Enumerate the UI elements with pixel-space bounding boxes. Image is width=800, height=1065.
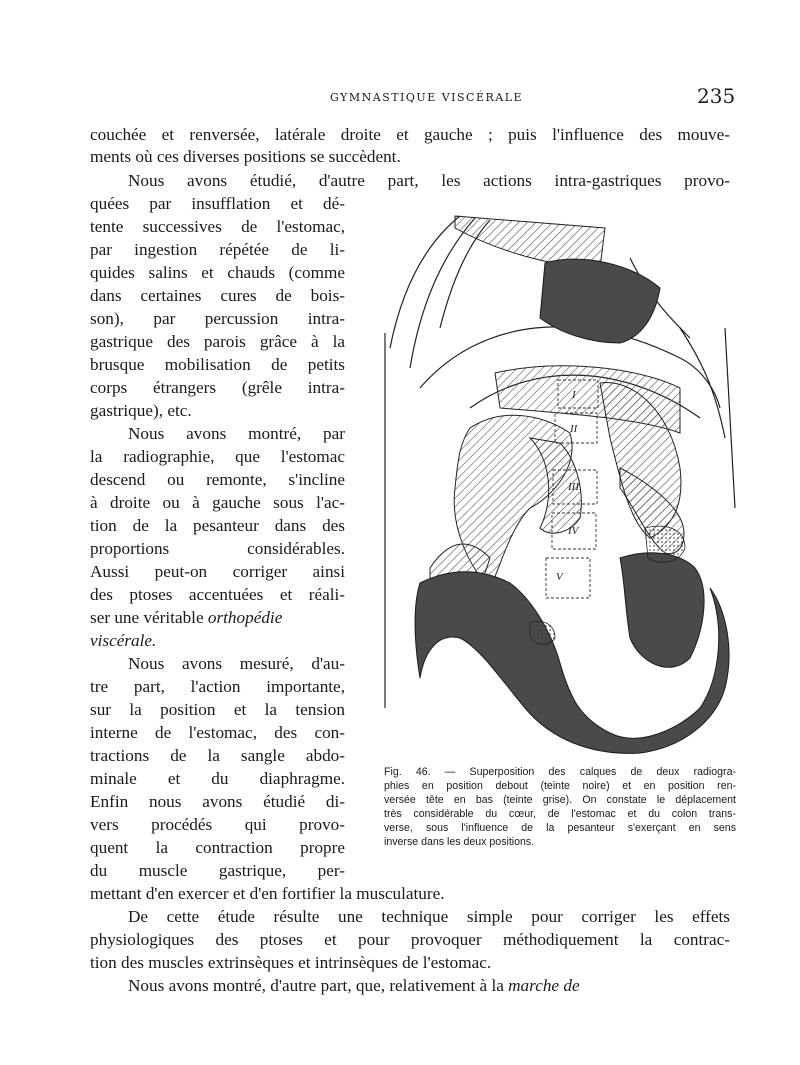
body-line: mettant d'en exercer et d'en fortifier la musculature. — [90, 884, 445, 903]
body-line-mixed — [128, 975, 730, 997]
body-line: tre part, l'action importante, — [90, 677, 345, 696]
body-line: dans certaines cures de bois- — [90, 286, 345, 305]
body-line: la radiographie, que l'estomac — [90, 447, 345, 466]
italic-term: marche de — [508, 976, 580, 995]
running-title: GYMNASTIQUE VISCÉRALE — [330, 91, 524, 104]
body-line: interne de l'estomac, des con- — [90, 723, 345, 742]
body-line: du muscle gastrique, per- — [90, 861, 345, 880]
body-line: Aussi peut-on corriger ainsi — [90, 562, 345, 581]
body-line: tion des muscles extrinsèques et intrinsèques de l'estomac. — [90, 953, 492, 972]
body-line: sur la position et la tension — [90, 700, 345, 719]
caption-line: Fig. 46. — Superposition des calques de deux radiogra- — [384, 766, 736, 778]
body-line: des ptoses accentuées et réali- — [90, 585, 345, 604]
body-line: ments où ces diverses positions se succèdent. — [90, 147, 401, 166]
body-line: Nous avons étudié, d'autre part, les actions intra-gastriques provo- — [128, 171, 730, 190]
body-line: son), par percussion intra- — [90, 309, 345, 328]
label-iii: III — [568, 481, 579, 493]
body-line: quées par insufflation et dé- — [90, 194, 345, 213]
caption-line: inverse dans les deux positions. — [384, 836, 535, 848]
body-line: quent la contraction propre — [90, 838, 345, 857]
caption-line: phies en position debout (teinte noire) et en position ren- — [384, 780, 736, 792]
italic-term: orthopédie — [207, 608, 283, 627]
body-line: à droite ou à gauche sous l'ac- — [90, 493, 345, 512]
page-number: 235 — [697, 84, 736, 108]
label-i: I — [572, 389, 576, 401]
caption-line: versée tête en bas (teinte grise). On constate le déplacement — [384, 794, 736, 806]
body-line: ser une véritable — [90, 608, 208, 627]
body-line: vers procédés qui provo- — [90, 815, 345, 834]
body-line: Nous avons mesuré, d'au- — [128, 654, 345, 673]
body-line: Enfin nous avons étudié di- — [90, 792, 345, 811]
body-line: Nous avons montré, d'autre part, que, relativement à la — [128, 976, 509, 995]
body-line: corps étrangers (grêle intra- — [90, 378, 345, 397]
radiograph-tracing — [380, 208, 740, 756]
body-line: tion de la pesanteur dans des — [90, 516, 345, 535]
body-line-mixed — [90, 607, 345, 629]
body-line: brusque mobilisation de petits — [90, 355, 345, 374]
body-line: quides salins et chauds (comme — [90, 263, 345, 282]
body-line: De cette étude résulte une technique simple pour corriger les effets — [128, 907, 730, 926]
label-iv: IV — [568, 525, 579, 537]
body-line: tractions de la sangle abdo- — [90, 746, 345, 765]
caption-line: verse, sous l'influence de la pesanteur s'exerçant en sens — [384, 822, 736, 834]
body-line: par ingestion répétée de li- — [90, 240, 345, 259]
body-line: Nous avons montré, par — [128, 424, 345, 443]
body-line: viscérale. — [90, 631, 157, 650]
body-line: tente successives de l'estomac, — [90, 217, 345, 236]
body-line: couchée et renversée, latérale droite et gauche ; puis l'influence des mouve- — [90, 125, 730, 144]
body-line: descend ou remonte, s'incline — [90, 470, 345, 489]
label-ii: II — [570, 423, 578, 435]
radiograph-figure — [380, 208, 740, 756]
body-line: minale et du diaphragme. — [90, 769, 345, 788]
caption-line: très considérable du cœur, de l'estomac et du colon trans- — [384, 808, 736, 820]
body-line: gastrique des parois grâce à la — [90, 332, 345, 351]
body-line: gastrique), etc. — [90, 401, 192, 420]
figure-caption — [384, 765, 736, 849]
label-v: V — [556, 571, 563, 583]
body-line: physiologiques des ptoses et pour provoquer méthodiquement la contrac- — [90, 930, 730, 949]
body-line: proportions considérables. — [90, 539, 345, 558]
